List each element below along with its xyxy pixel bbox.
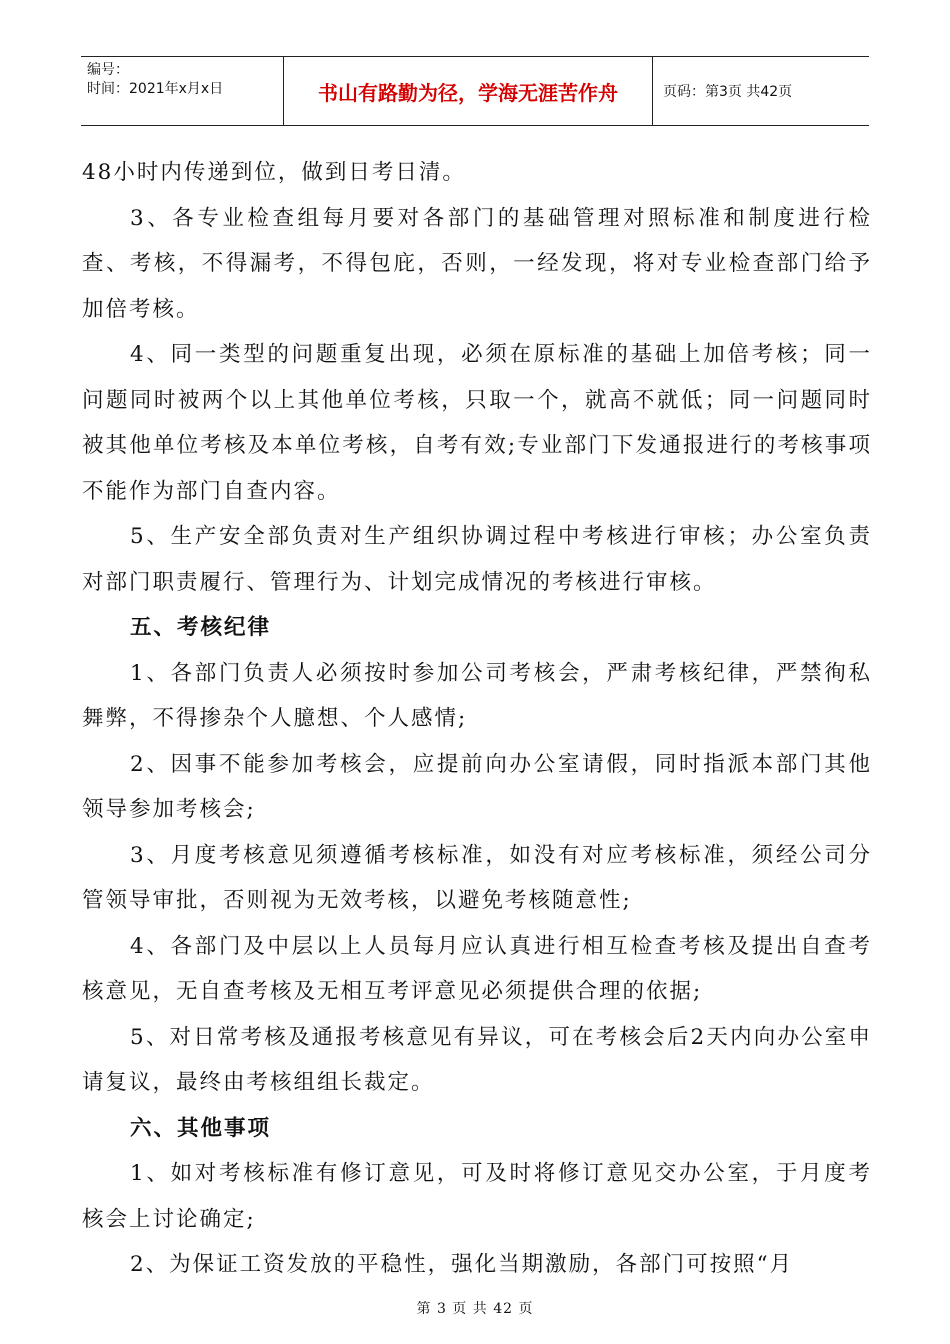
section-heading: 五、考核纪律 (130, 615, 272, 640)
header-motto: 书山有路勤为径，学海无涯苦作舟 (284, 57, 653, 125)
paragraph: 48小时内传递到位，做到日考日清。 (82, 160, 466, 185)
paragraph: 2、因事不能参加考核会，应提前向办公室请假，同时指派本部门其他领导参加考核会; (82, 751, 872, 822)
document-body (82, 150, 872, 1288)
header-meta (81, 57, 284, 125)
paragraph: 1、如对考核标准有修订意见，可及时将修订意见交办公室，于月度考核会上讨论确定; (82, 1161, 872, 1232)
paragraph: 3、月度考核意见须遵循考核标准，如没有对应考核标准，须经公司分管领导审批，否则视为无效考核，以避免考核随意性; (82, 842, 872, 913)
page-header (81, 56, 869, 126)
paragraph: 1、各部门负责人必须按时参加公司考核会，严肃考核纪律，严禁徇私舞弊，不得掺杂个人臆想、个人感情; (82, 660, 872, 731)
paragraph: 4、各部门及中层以上人员每月应认真进行相互检查考核及提出自查考核意见，无自查考核及无相互考评意见必须提供合理的依据; (82, 933, 872, 1004)
document-number-label: 编号： (87, 62, 129, 78)
paragraph: 4、同一类型的问题重复出现，必须在原标准的基础上加倍考核；同一问题同时被两个以上其他单位考核，只取一个，就高不就低；同一问题同时被其他单位考核及本单位考核，自考有效;专业部门下发通报进行的考核事项不能作为部门自查内容。 (82, 342, 872, 504)
paragraph: 5、对日常考核及通报考核意见有异议，可在考核会后2天内向办公室申请复议，最终由考核组组长裁定。 (82, 1024, 872, 1095)
paragraph: 5、生产安全部负责对生产组织协调过程中考核进行审核；办公室负责对部门职责履行、管理行为、计划完成情况的考核进行审核。 (82, 524, 872, 595)
paragraph: 2、为保证工资发放的平稳性，强化当期激励，各部门可按照“月 (130, 1252, 794, 1277)
header-page-info: 页码：第3页 共42页 (663, 84, 793, 100)
paragraph: 3、各专业检查组每月要对各部门的基础管理对照标准和制度进行检查、考核，不得漏考，不得包庇，否则，一经发现，将对专业检查部门给予加倍考核。 (82, 205, 872, 322)
page-footer: 第 3 页 共 42 页 (416, 1301, 534, 1317)
document-date: 时间：2021年x月x日 (87, 81, 224, 97)
section-heading: 六、其他事项 (130, 1115, 272, 1141)
